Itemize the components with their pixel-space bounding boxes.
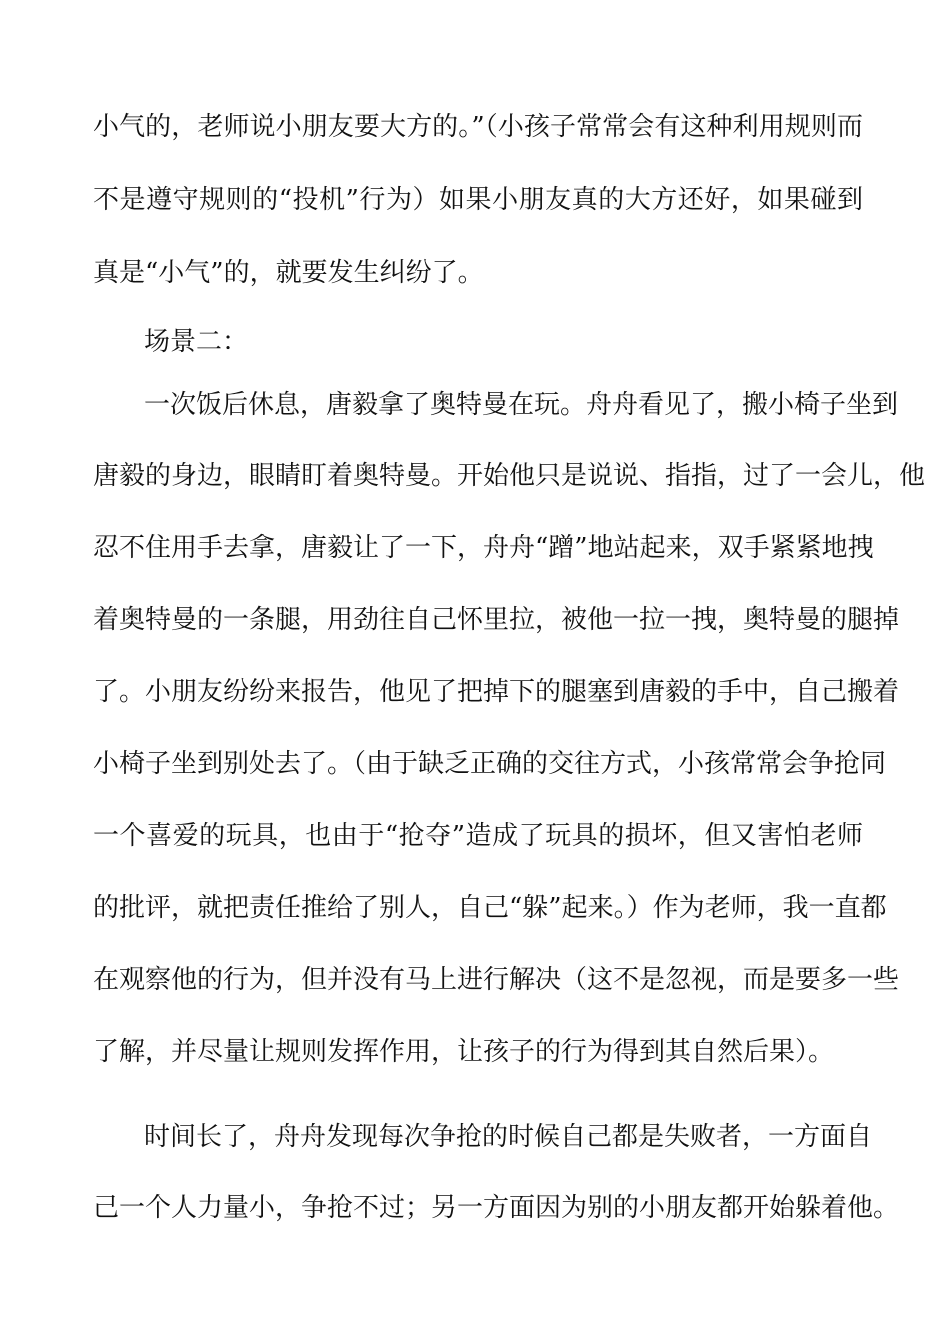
paragraph-line-10: 小椅子坐到别处去了。（由于缺乏正确的交往方式，小孩常常会争抢同 <box>93 749 887 779</box>
paragraph-line-7: 忍不住用手去拿，唐毅让了一下，舟舟“蹭”地站起来，双手紧紧地拽 <box>93 533 874 563</box>
paragraph-line-16: 己一个人力量小，争抢不过；另一方面因为别的小朋友都开始躲着他。 <box>93 1193 900 1223</box>
paragraph-line-14: 了解，并尽量让规则发挥作用，让孩子的行为得到其自然后果）。 <box>93 1037 835 1067</box>
paragraph-line-3: 真是“小气”的，就要发生纠纷了。 <box>93 258 484 288</box>
paragraph-line-12: 的批评，就把责任推给了别人，自己“躲”起来。）作为老师，我一直都 <box>93 893 887 923</box>
paragraph-line-2: 不是遵守规则的“投机”行为）如果小朋友真的大方还好，如果碰到 <box>93 185 863 215</box>
section-heading-scene-two: 场景二： <box>144 327 249 357</box>
paragraph-line-6: 唐毅的身边，眼睛盯着奥特曼。开始他只是说说、指指，过了一会儿，他 <box>93 461 926 491</box>
paragraph-line-11: 一个喜爱的玩具，也由于“抢夺”造成了玩具的损坏，但又害怕老师 <box>93 821 863 851</box>
paragraph-line-8: 着奥特曼的一条腿，用劲往自己怀里拉，被他一拉一拽，奥特曼的腿掉 <box>93 605 900 635</box>
paragraph-line-1: 小气的，老师说小朋友要大方的。”（小孩子常常会有这种利用规则而 <box>93 112 863 142</box>
paragraph-line-15: 时间长了，舟舟发现每次争抢的时候自己都是失败者，一方面自 <box>144 1122 873 1152</box>
paragraph-line-5: 一次饭后休息，唐毅拿了奥特曼在玩。舟舟看见了，搬小椅子坐到 <box>144 390 899 420</box>
paragraph-line-9: 了。小朋友纷纷来报告，他见了把掉下的腿塞到唐毅的手中，自己搬着 <box>93 677 900 707</box>
paragraph-line-13: 在观察他的行为，但并没有马上进行解决（这不是忽视，而是要多一些 <box>93 965 900 995</box>
